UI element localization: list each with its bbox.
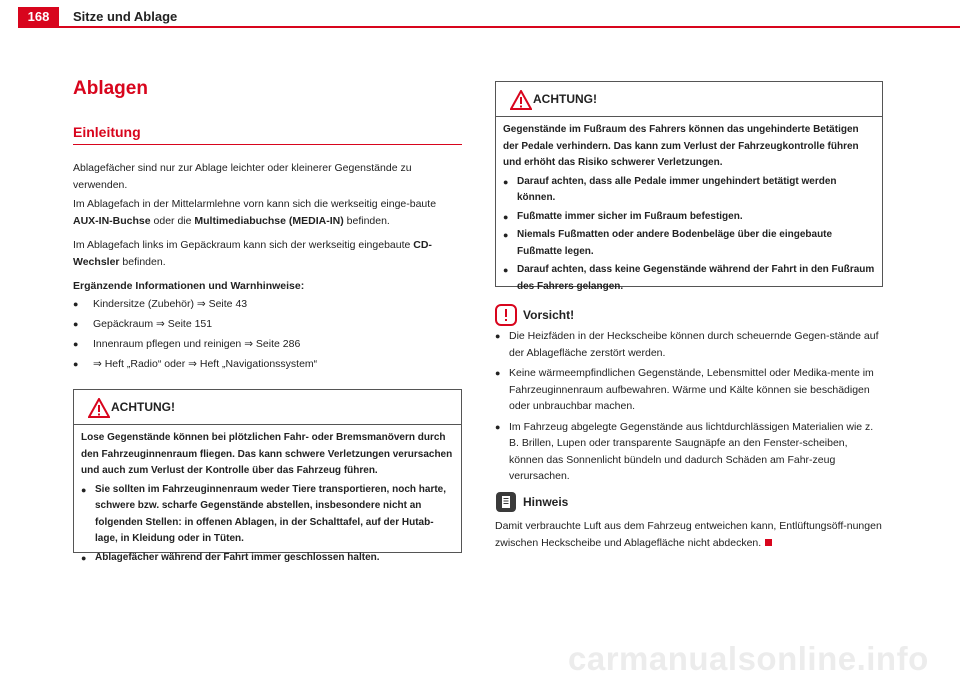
warning-item: ● Darauf achten, dass keine Gegenstände während der Fahrt in den Fußraum des Fahrers gelangen. (503, 262, 875, 295)
caution-item: ● Keine wärmeempfindlichen Gegenstände, Lebensmittel oder Medika-mente im Fahrzeuginnenraum aufbewahren. Wärme und Kälte können sie beschädigen oder unbrauchbar machen. (495, 365, 883, 415)
note-body (495, 518, 883, 551)
caution-exclamation-icon (495, 304, 517, 326)
warning-intro: Lose Gegenstände können bei plötzlichen Fahr- oder Bremsmanövern durch den Fahrzeuginnenraum fliegen. Das kann schwere Verletzungen verursachen und auch zum Verlust der Kontrolle über das Fahrzeug führen. (81, 432, 453, 476)
media-in-term: Multimediabuchse (MEDIA-IN) (194, 215, 344, 227)
warning-header (496, 82, 882, 117)
subsection-rule (73, 144, 462, 145)
info-heading: Ergänzende Informationen und Warnhinweise: (73, 280, 305, 292)
warning-intro: Gegenstände im Fußraum des Fahrers können das ungehinderte Betätigen der Pedale verhindern. Das kann zum Verlust der Fahrzeugkontrolle führen und erhöht das Risiko schwerer Verletzungen. (503, 124, 859, 168)
caution-item: ● Die Heizfäden in der Heckscheibe können durch scheuernde Gegen-stände auf der Ablagefläche zerstört werden. (495, 328, 883, 361)
warning-item: ● Ablagefächer während der Fahrt immer geschlossen halten. (81, 550, 454, 567)
warning-body (496, 117, 882, 295)
warning-header (74, 390, 461, 425)
warning-title: ACHTUNG! (533, 92, 597, 106)
cd-paragraph: Im Ablagefach links im Gepäckraum kann sich der werkseitig eingebaute CD-Wechsler befinden. (73, 239, 432, 268)
aux-in-term: AUX-IN-Buchse (73, 215, 151, 227)
caution-item: ● Im Fahrzeug abgelegte Gegenstände aus lichtdurchlässigen Materialien wie z. B. Brillen, Lupen oder transparente Saugnäpfe an den Fenster-scheiben, können das Sonnenlicht bündeln und dadurch Schäden am Fahr-zeug verursachen. (495, 419, 883, 485)
watermark: carmanualsonline.info (568, 640, 929, 677)
warning-title: ACHTUNG! (111, 400, 175, 414)
subsection-heading: Einleitung (73, 124, 141, 140)
warning-item: ● Darauf achten, dass alle Pedale immer ungehindert betätigt werden können. (503, 174, 875, 207)
warning-item: ● Niemals Fußmatten oder andere Bodenbeläge über die eingebaute Fußmatte legen. (503, 227, 875, 260)
note-title: Hinweis (523, 495, 569, 509)
list-item[interactable]: ● Kindersitze (Zubehör) ⇒ Seite 43 (73, 294, 462, 314)
caution-header (495, 304, 695, 326)
warning-triangle-icon (510, 90, 532, 110)
end-marker (765, 539, 772, 546)
warning-body (74, 425, 461, 566)
info-list (73, 294, 462, 374)
warning-item: ● Sie sollten im Fahrzeuginnenraum weder Tiere transportieren, noch harte, schwere bzw. scharfe Gegenstände abstellen, insbesondere nicht an folgenden Stellen: in offenen Ablagen, in der Schalttafel, auf der Hutab-lage, in Kleidung oder in Tüten. (81, 482, 454, 548)
warning-box-left (73, 389, 462, 563)
warning-item: ● Fußmatte immer sicher im Fußraum befestigen. (503, 209, 875, 226)
page-number: 168 (18, 7, 59, 27)
caution-body (495, 328, 883, 485)
intro-paragraph: Ablagefächer sind nur zur Ablage leichter oder kleinerer Gegenstände zu verwenden. (73, 162, 412, 191)
cd-changer-term: CD-Wechsler (73, 239, 432, 268)
note-text: Damit verbrauchte Luft aus dem Fahrzeug entweichen kann, Entlüftungsöff-nungen zwischen Heckscheibe und Ablagefläche nicht abdecken. (495, 520, 882, 549)
warning-triangle-icon (88, 398, 110, 418)
aux-paragraph: Im Ablagefach in der Mittelarmlehne vorn kann sich die werkseitig einge-baute AUX-IN-Buchse oder die Multimediabuchse (MEDIA-IN) befinden. (73, 198, 437, 227)
note-header (495, 491, 695, 513)
section-heading: Ablagen (73, 78, 148, 99)
header-rule (18, 26, 960, 28)
caution-title: Vorsicht! (523, 308, 575, 322)
list-item[interactable]: ● Gepäckraum ⇒ Seite 151 (73, 314, 462, 334)
list-item[interactable]: ● ⇒ Heft „Radio“ oder ⇒ Heft „Navigationssystem“ (73, 354, 462, 374)
list-item[interactable]: ● Innenraum pflegen und reinigen ⇒ Seite 286 (73, 334, 462, 354)
page-header (0, 0, 960, 27)
note-document-icon (495, 491, 517, 513)
chapter-title: Sitze und Ablage (73, 9, 178, 24)
warning-box-right (495, 81, 883, 292)
